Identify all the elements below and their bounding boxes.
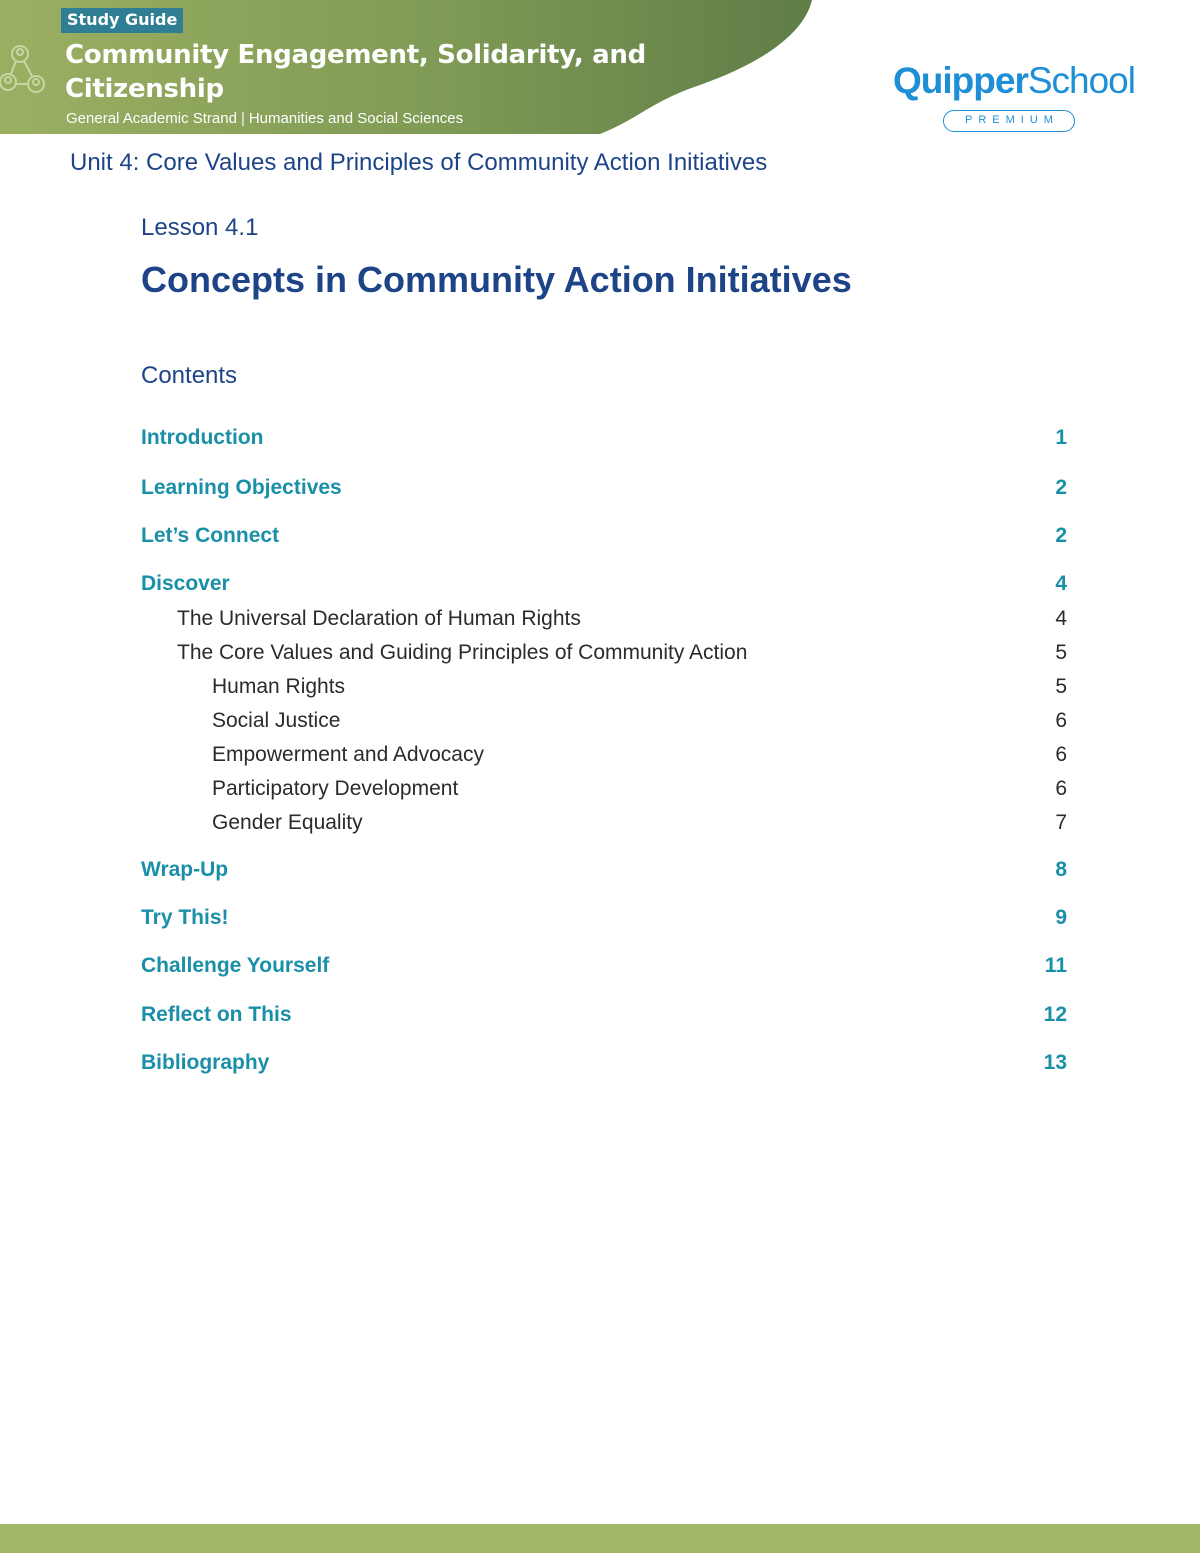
toc-item-label: Participatory Development <box>212 777 459 800</box>
logo-premium-tag: PREMIUM <box>943 110 1075 132</box>
toc-item-label: Discover <box>141 572 230 595</box>
toc-item-label: The Core Values and Guiding Principles of Community Action <box>177 641 748 664</box>
toc-item-challenge-yourself[interactable] <box>0 951 1067 981</box>
toc-item-label: Introduction <box>141 426 264 449</box>
toc-item-label: Try This! <box>141 906 229 929</box>
toc-item-introduction[interactable] <box>0 423 1067 453</box>
toc-item-page: 7 <box>1055 811 1067 834</box>
toc-item-page: 5 <box>1055 641 1067 664</box>
toc-item-page: 1 <box>1055 426 1067 449</box>
toc-item-discover[interactable] <box>0 569 1067 599</box>
toc-item-label: Gender Equality <box>212 811 363 834</box>
contents-heading: Contents <box>141 362 238 389</box>
toc-item-label: The Universal Declaration of Human Rights <box>177 607 581 630</box>
logo-word-secondary: School <box>1027 60 1135 101</box>
footer-bar <box>0 1524 1200 1553</box>
toc-item-label: Wrap-Up <box>141 858 229 881</box>
toc-item-label: Learning Objectives <box>141 476 342 499</box>
toc-item-label: Bibliography <box>141 1051 270 1074</box>
lesson-label: Lesson 4.1 <box>141 214 259 241</box>
toc-item-reflect[interactable] <box>0 1000 1067 1030</box>
toc-item-label: Empowerment and Advocacy <box>212 743 484 766</box>
logo-wordmark <box>893 60 1135 102</box>
unit-heading: Unit 4: Core Values and Principles of Community Action Initiatives <box>70 149 768 176</box>
toc-item-wrap-up[interactable] <box>0 855 1067 885</box>
study-guide-badge: Study Guide <box>61 8 183 33</box>
track-label: Humanities and Social Sciences <box>248 110 464 127</box>
lesson-title: Concepts in Community Action Initiatives <box>141 259 852 300</box>
toc-item-page: 4 <box>1055 572 1067 595</box>
toc-item-human-rights[interactable] <box>0 672 1067 702</box>
quipper-school-logo <box>893 60 1133 140</box>
toc-item-page: 4 <box>1055 607 1067 630</box>
toc-item-page: 6 <box>1055 777 1067 800</box>
strand-separator: | <box>240 110 245 127</box>
toc-item-try-this[interactable] <box>0 903 1067 933</box>
network-people-icon <box>0 40 52 102</box>
toc-item-udhr[interactable] <box>0 604 1067 634</box>
toc-item-page: 5 <box>1055 675 1067 698</box>
toc-item-core-values[interactable] <box>0 638 1067 668</box>
toc-item-page: 12 <box>1043 1003 1067 1026</box>
toc-item-gender-equality[interactable] <box>0 808 1067 838</box>
toc-item-page: 11 <box>1044 954 1067 977</box>
toc-item-social-justice[interactable] <box>0 706 1067 736</box>
toc-item-label: Let’s Connect <box>141 524 280 547</box>
subject-title: Community Engagement, Solidarity, and Citizenship <box>65 40 646 104</box>
toc-item-page: 9 <box>1055 906 1067 929</box>
toc-item-bibliography[interactable] <box>0 1048 1067 1078</box>
logo-word-primary: Quipper <box>893 60 1028 101</box>
toc-item-label: Human Rights <box>212 675 346 698</box>
toc-item-page: 2 <box>1055 524 1067 547</box>
toc-item-page: 8 <box>1055 858 1067 881</box>
toc-item-label: Social Justice <box>212 709 341 732</box>
toc-item-participatory[interactable] <box>0 774 1067 804</box>
strand-line <box>66 110 463 128</box>
toc-item-label: Reflect on This <box>141 1003 292 1026</box>
toc-item-learning-objectives[interactable] <box>0 473 1067 503</box>
toc-item-page: 13 <box>1043 1051 1067 1074</box>
strand-label: General Academic Strand <box>66 110 237 127</box>
toc-item-page: 6 <box>1055 743 1067 766</box>
toc-item-lets-connect[interactable] <box>0 521 1067 551</box>
toc-item-page: 2 <box>1055 476 1067 499</box>
toc-item-page: 6 <box>1055 709 1067 732</box>
toc-item-label: Challenge Yourself <box>141 954 330 977</box>
toc-item-empowerment[interactable] <box>0 740 1067 770</box>
